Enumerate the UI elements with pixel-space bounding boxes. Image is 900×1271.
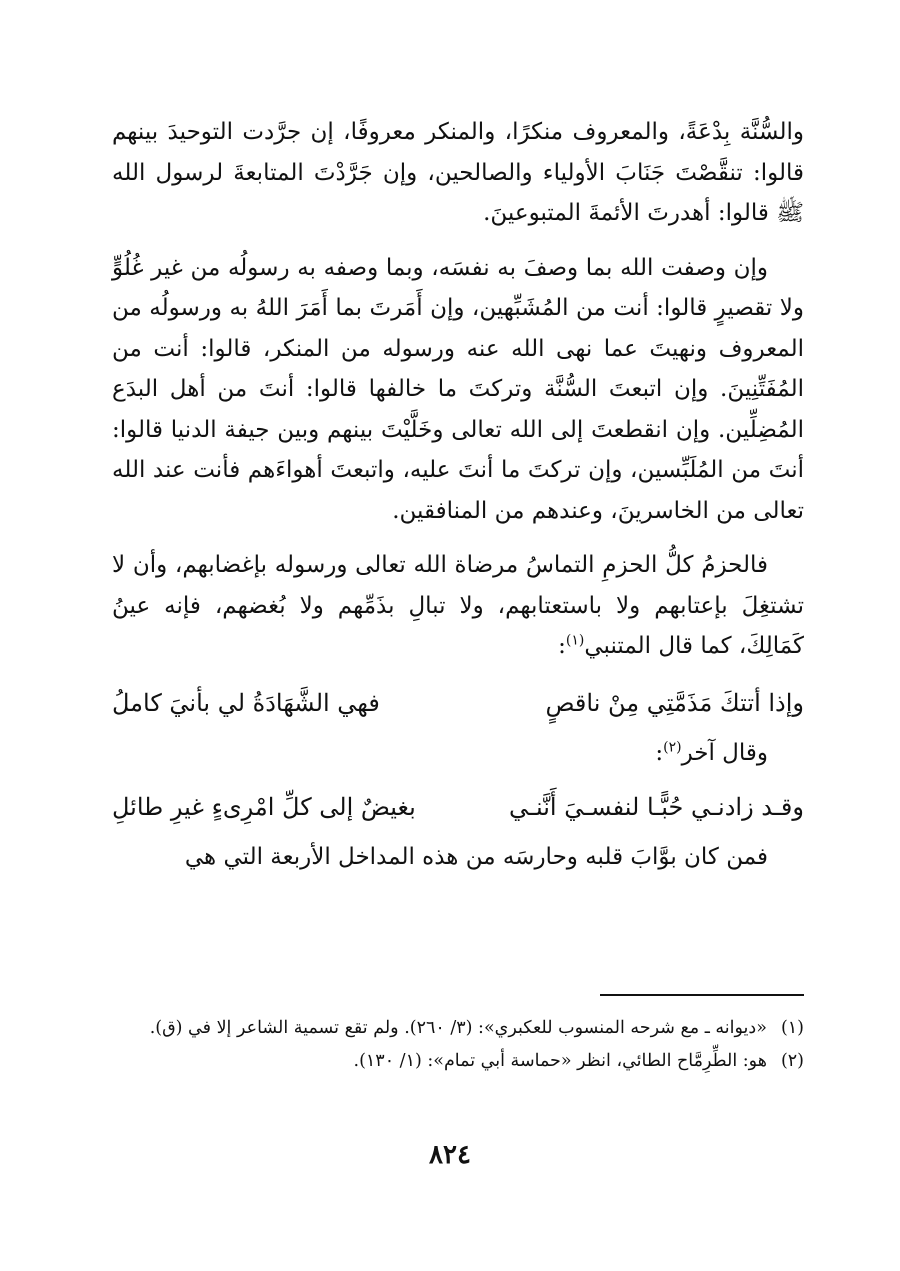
verse-1 — [112, 681, 804, 725]
footnote-separator — [600, 994, 804, 996]
verse-intro-text: وقال آخر — [681, 739, 768, 766]
footnote-2 — [112, 1045, 804, 1078]
footnote-marker-2: (٢) — [663, 738, 682, 755]
footnote-2-number: (٢) — [780, 1051, 804, 1071]
paragraph-3 — [112, 545, 804, 667]
paragraph-3-colon: : — [558, 633, 566, 659]
footnotes — [112, 1012, 804, 1078]
verse-2 — [112, 785, 804, 829]
verse-2-second-hemistich: بغيضٌ إلى كلِّ امْرِىءٍ غيرِ طائلِ — [112, 793, 416, 821]
paragraph-3-text: فالحزمُ كلُّ الحزمِ التماسُ مرضاة الله تعالى ورسوله بإغضابهم، وأن لا تشتغِلَ بإعتابهم ولا باستعتابهم، ولا تبالِ بذَمِّهم ولا بُغضهم، فإنه عينُ كَمَالِكَ، كما قال المتنبي — [112, 552, 804, 659]
footnote-marker-1: (١) — [565, 632, 585, 649]
page-number: ٨٢٤ — [429, 1140, 471, 1170]
footnote-1-text: «ديوانه ـ مع شرحه المنسوب للعكبري»: (٣/ ٢٦٠). ولم تقع تسمية الشاعر إلا في (ق). — [149, 1018, 767, 1038]
paragraph-2: وإن وصفت الله بما وصفَ به نفسَه، وبما وصفه به رسولُه من غير غُلُوٍّ ولا تقصيرٍ قالوا: أنت من المُشَبِّهين، وإن أَمَرتَ بما أَمَرَ اللهُ به ورسولُه من المعروف ونهيتَ عما نهى الله عنه ورسوله من المنكر، قالوا: أنت من المُفَتِّنِينَ. وإن اتبعتَ السُّنَّة وتركتَ ما خالفها قالوا: أنتَ من أهل البدَع المُضِلِّين. وإن انقطعتَ إلى الله تعالى وخَلَّيْتَ بينهم وبين جيفة الدنيا قالوا: أنتَ من المُلَبِّسين، وإن تركتَ ما أنتَ عليه، واتبعتَ أهواءَهم فأنت عند الله تعالى من الخاسرينَ، وعندهم من المنافقين. — [112, 254, 804, 524]
verse-intro-colon: : — [655, 739, 664, 766]
verse-1-second-hemistich: فهي الشَّهَادَةُ لي بأنيَ كاملُ — [112, 688, 380, 717]
footnote-1-number: (١) — [780, 1018, 804, 1038]
verse-intro — [112, 733, 804, 774]
footnote-2-text: هو: الطِّرِمَّاح الطائي، انظر «حماسة أبي تمام»: (١/ ١٣٠). — [353, 1051, 767, 1071]
paragraph-1: والسُّنَّة بِدْعَةً، والمعروف منكرًا، والمنكر معروفًا، إن جرَّدت التوحيدَ بينهم قالوا: تنقَّصْتَ جَنَابَ الأولياء والصالحين، وإن جَرَّدْتَ المتابعةَ لرسول الله ﷺ قالوا: أهدرتَ الأئمةَ المتبوعينَ. — [112, 119, 804, 226]
footnote-1 — [112, 1012, 804, 1045]
verse-2-first-hemistich: وقـد زادنـي حُبًّـا لنفسـيَ أَنَّنـي — [508, 793, 804, 821]
main-text — [112, 112, 804, 892]
verse-1-first-hemistich: وإذا أتتكَ مَذَمَّتِي مِنْ ناقصٍ — [545, 688, 804, 717]
closing-line: فمن كان بوَّابَ قلبه وحارسَه من هذه المداخل الأربعة التي هي — [184, 844, 768, 870]
